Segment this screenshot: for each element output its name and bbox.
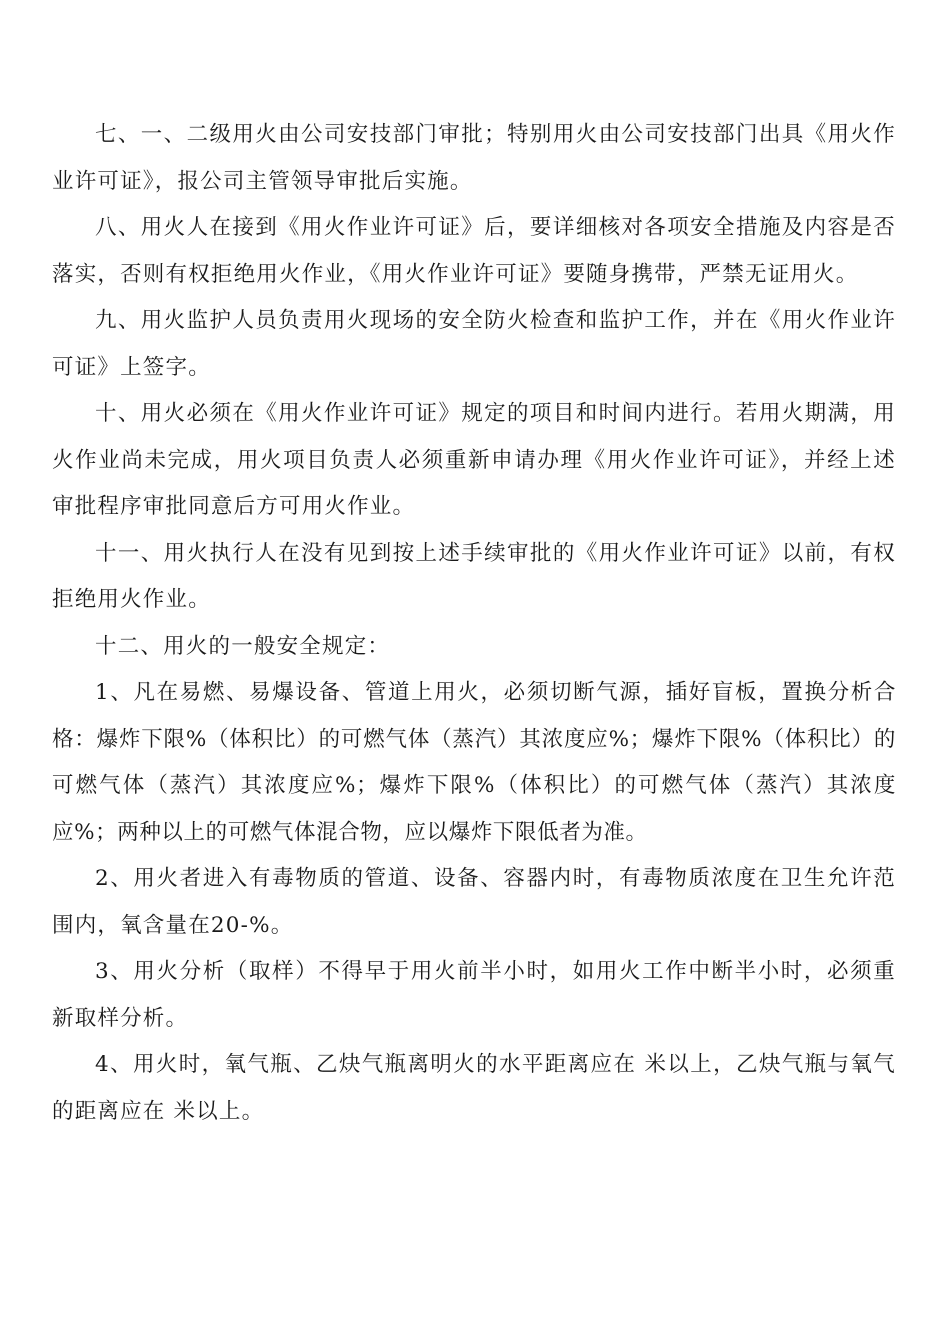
rule-3-sampling-time: 3、用火分析（取样）不得早于用火前半小时，如用火工作中断半小时，必须重新取样分析。 bbox=[52, 959, 896, 1031]
document-body bbox=[52, 112, 896, 1135]
paragraph-9-supervision: 九、用火监护人员负责用火现场的安全防火检查和监护工作，并在《用火作业许可证》上签字。 bbox=[52, 308, 896, 380]
rule-1-gas-analysis: 1、凡在易燃、易爆设备、管道上用火，必须切断气源，插好盲板，置换分析合格：爆炸下限%（体积比）的可燃气体（蒸汽）其浓度应%；爆炸下限%（体积比）的可燃气体（蒸汽）其浓度应%；爆炸下限%（体积比）的可燃气体（蒸汽）其浓度应%；两种以上的可燃气体混合物，应以爆炸下限低者为准。 bbox=[52, 680, 896, 845]
paragraph-12-general-rules-heading: 十二、用火的一般安全规定： bbox=[95, 633, 391, 659]
rule-2-toxic-substances: 2、用火者进入有毒物质的管道、设备、容器内时，有毒物质浓度在卫生允许范围内，氧含量在20-%。 bbox=[52, 866, 896, 938]
paragraph-11-right-to-refuse: 十一、用火执行人在没有见到按上述手续审批的《用火作业许可证》以前，有权拒绝用火作业。 bbox=[52, 540, 896, 612]
paragraph-8-permit-check: 八、用火人在接到《用火作业许可证》后，要详细核对各项安全措施及内容是否落实，否则有权拒绝用火作业，《用火作业许可证》要随身携带，严禁无证用火。 bbox=[52, 215, 896, 287]
paragraph-7-approval: 七、一、二级用火由公司安技部门审批；特别用火由公司安技部门出具《用火作业许可证》，报公司主管领导审批后实施。 bbox=[52, 122, 896, 194]
rule-4-cylinder-distance: 4、用火时，氧气瓶、乙炔气瓶离明火的水平距离应在 米以上，乙炔气瓶与氧气的距离应在 米以上。 bbox=[52, 1052, 896, 1124]
paragraph-10-scope-and-time: 十、用火必须在《用火作业许可证》规定的项目和时间内进行。若用火期满，用火作业尚未完成，用火项目负责人必须重新申请办理《用火作业许可证》，并经上述审批程序审批同意后方可用火作业。 bbox=[52, 401, 896, 519]
